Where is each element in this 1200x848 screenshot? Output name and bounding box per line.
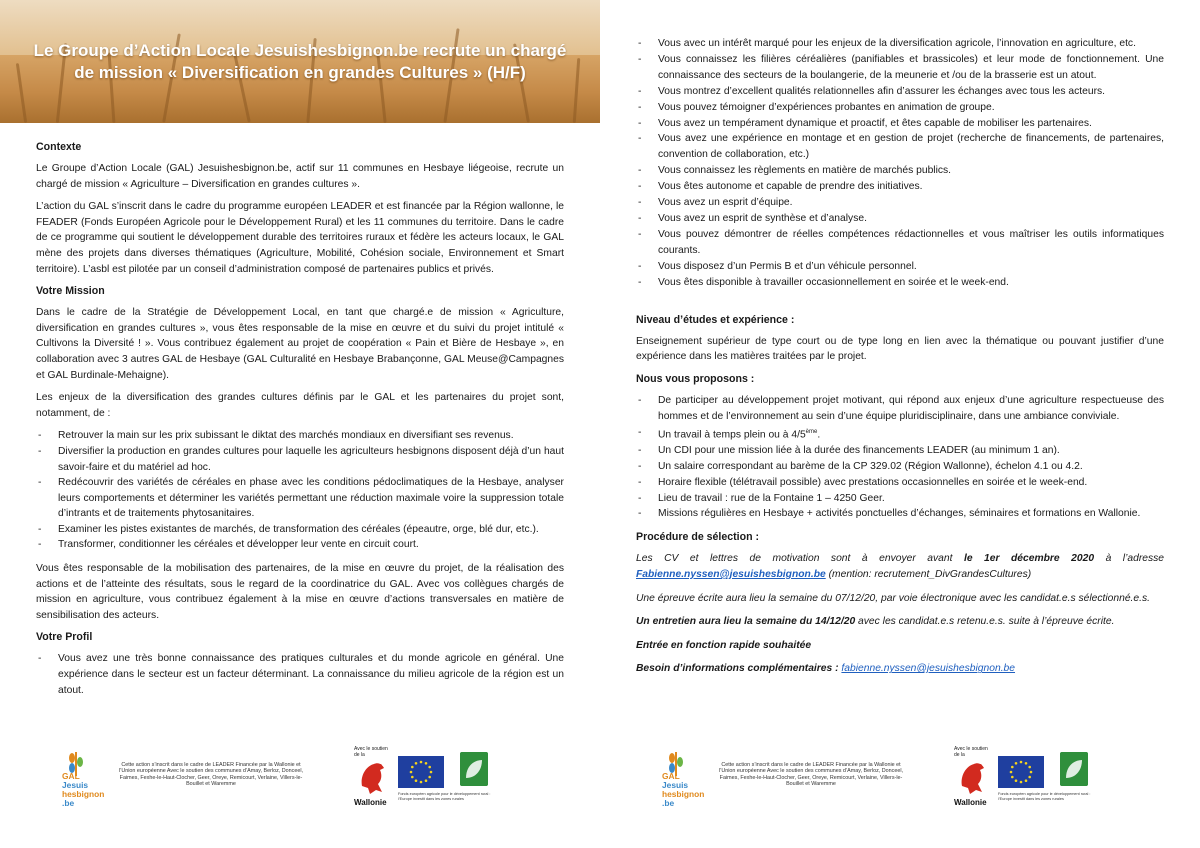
list-item: - Vous connaissez les règlements en matière de marchés publics. — [636, 163, 1164, 179]
contexte-paragraph-1: Le Groupe d’Action Locale (GAL) Jesuishesbignon.be, actif sur 11 communes en Hesbaye liégeoise, recrute un chargé de mission « Agriculture – Diversification en grandes cultures ». — [36, 163, 564, 190]
list-item: - Diversifier la production en grandes cultures pour laquelle les agriculteurs hesbignons disposent déjà d’un haut savoir-faire et du matériel ad hoc. — [36, 444, 564, 475]
wallonie-label: Wallonie — [354, 798, 387, 807]
list-item: - Un salaire correspondant au barème de la CP 329.02 (Région Wallonne), échelon 4.1 ou 4.2. — [636, 459, 1164, 475]
profil-list — [636, 36, 1164, 291]
procedure-paragraph-3: Un entretien aura lieu la semaine du 14/12/20 avec les candidat.e.s retenu.e.s. suite à l’épreuve écrite. — [636, 616, 1115, 628]
soutien-label: Avec le soutien de la — [354, 746, 388, 758]
procedure-heading: Procédure de sélection : — [636, 531, 760, 544]
mission-list — [36, 428, 564, 553]
list-item: - Lieu de travail : rue de la Fontaine 1 – 4250 Geer. — [636, 491, 1164, 507]
list-item: - Vous avez un esprit d’équipe. — [636, 195, 1164, 211]
mission-paragraph-3: Vous êtes responsable de la mobilisation des partenaires, de la mise en œuvre du projet, de la réalisation des actions et de l’atteinte des résultats, sous le regard de la coordinatrice du GAL. Avec vos collègues chargés de mission en agriculture, vous contribuez également à la mise en œuvre d’actions transversales en matière de sensibilisation des acteurs. — [36, 563, 564, 621]
list-item: - Vous êtes autonome et capable de prendre des initiatives. — [636, 179, 1164, 195]
application-email-link[interactable]: Fabienne.nyssen@jesuishesbignon.be — [636, 568, 826, 580]
wallonie-rooster-icon — [956, 756, 990, 796]
list-item: - Vous pouvez démontrer de réelles compétences rédactionnelles et vous maîtriser les outils informatiques courants. — [636, 227, 1164, 259]
header-banner — [0, 0, 600, 123]
procedure-paragraph-4: Entrée en fonction rapide souhaitée — [636, 639, 812, 651]
footer-logos — [56, 742, 516, 818]
proposons-list — [636, 393, 1164, 523]
leader-logo-icon — [460, 752, 488, 786]
mission-paragraph-1: Dans le cadre de la Stratégie de Développement Local, en tant que chargé.e de mission « Agriculture, diversification en grandes cultures », vous êtes responsable de la mise en œuvre et du suivi du projet intitulé « Cultivons la Diversité ! ». Vous contribuez également au projet de coopération « Pain et Bière de Hesbaye », en collaboration avec 3 autres GAL de Hesbaye (GAL Culturalité en Hesbaye Brabançonne, GAL Meuse@Campagnes et GAL Burdinale-Mehaigne). — [36, 307, 564, 381]
footer-note: Cette action s’inscrit dans le cadre de LEADER Financée par la Wallonie et l’Union européenne Avec le soutien des communes d’Amay, Berloz, Donceel, Faimes, Fexhe-le-Haut-Clocher, Geer, Oreye, Remicourt, Verlaine, Villers-le-Bouillet et Waremme — [718, 762, 904, 788]
list-item: - Vous avez un tempérament dynamique et proactif, et êtes capable de mobiliser les partenaires. — [636, 116, 1164, 132]
eu-flag-icon — [998, 756, 1044, 788]
contexte-paragraph-2: L’action du GAL s’inscrit dans le cadre du programme européen LEADER et est financée par la Région wallonne, le FEADER (Fonds Européen Agricole pour le Développement Rural) et les 11 communes du territoire. Dans le cadre de ce programme qui soutient le développement durable des territoires ruraux et fédère les acteurs locaux, le GAL mène des projets dans diverses thématiques (Agriculture, Mobilité, Cohésion sociale, Environnement et Smart territoire). L’asbl est pilotée par un conseil d’administration composé de partenaires publics et privés. — [36, 201, 564, 275]
list-item: - Vous avez une expérience en montage et en gestion de projet (recherche de financements, de partenaires, convention de collaboration, etc.) — [636, 131, 1164, 163]
wallonie-label: Wallonie — [954, 798, 987, 807]
list-item: - Vous montrez d’excellent qualités relationnelles afin d’assurer les échanges avec tous les acteurs. — [636, 84, 1164, 100]
proposons-heading: Nous vous proposons : — [636, 372, 755, 385]
procedure-paragraph-2: Une épreuve écrite aura lieu la semaine du 07/12/20, par voie électronique avec les candidat.e.s sélectionné.e.s. — [636, 592, 1151, 604]
eu-flag-icon — [398, 756, 444, 788]
procedure-paragraph-1: Les CV et lettres de motivation sont à envoyer avant le 1er décembre 2020 à l’adresse Fabienne.nyssen@jesuishesbignon.be (mention: recrutement_DivGrandesCultures) — [636, 553, 1164, 580]
procedure-paragraph-5: Besoin d’informations complémentaires : fabienne.nyssen@jesuishesbignon.be — [636, 663, 1016, 675]
list-item: - Vous êtes disponible à travailler occasionnellement en soirée et le week-end. — [636, 275, 1164, 291]
etudes-paragraph: Enseignement supérieur de type court ou de type long en lien avec la thématique ou pouvant justifier d’une expérience dans les matières traitées par le projet. — [636, 335, 1164, 363]
profil-heading: Votre Profil — [36, 631, 93, 644]
list-item: - Retrouver la main sur les prix subissant le diktat des marchés mondiaux en diversifiant ses revenus. — [36, 428, 564, 444]
profil-list-start — [36, 651, 564, 698]
list-item: - Transformer, conditionner les céréales et développer leur vente en circuit court. — [36, 537, 564, 553]
gal-logo: GAL Jesuis hesbignon .be — [662, 771, 705, 808]
list-item: - Vous avez un esprit de synthèse et d’analyse. — [636, 211, 1164, 227]
list-item: - Vous disposez d’un Permis B et d’un véhicule personnel. — [636, 259, 1164, 275]
wheat-stalk — [573, 58, 581, 123]
list-item: - Un travail à temps plein ou à 4/5ème. — [636, 425, 1164, 443]
wallonie-rooster-icon — [356, 756, 390, 796]
contexte-heading: Contexte — [36, 141, 82, 153]
page-title: Le Groupe d’Action Locale Jesuishesbignon.be recrute un chargé de mission « Diversification en grandes Cultures » (H/F) — [33, 41, 567, 82]
list-item: - Redécouvrir des variétés de céréales en phase avec les conditions pédoclimatiques de la Hesbaye, analyser leurs comportements et déterminer les variétés permettant une réduction maximale voire la suppression totale d’intrants et de traitements phytosanitaires. — [36, 475, 564, 522]
procedure-section — [636, 551, 1164, 677]
list-item: - Missions régulières en Hesbaye + activités ponctuelles d’échanges, séminaires et formations en Wallonie. — [636, 506, 1164, 522]
info-email-link[interactable]: fabienne.nyssen@jesuishesbignon.be — [841, 663, 1016, 675]
list-item: - Vous connaissez les filières céréalières (panifiables et brassicoles) et leur mode de fonctionnement. Une connaissance des secteurs de la boulangerie, de la meunerie et /ou de la brasserie est un atout. — [636, 52, 1164, 84]
list-item: - Vous avec un intérêt marqué pour les enjeux de la diversification agricole, l’innovation en agriculture, etc. — [636, 36, 1164, 52]
leader-logo-icon — [1060, 752, 1088, 786]
wheat-stalk — [16, 63, 27, 123]
eu-caption: Fonds européen agricole pour le développement rural : l’Europe investit dans les zones rurales — [998, 792, 1091, 801]
eu-caption: Fonds européen agricole pour le développement rural : l’Europe investit dans les zones rurales — [398, 792, 491, 801]
mission-heading: Votre Mission — [36, 285, 105, 298]
list-item: - Vous pouvez témoigner d’expériences probantes en animation de groupe. — [636, 100, 1164, 116]
soutien-label: Avec le soutien de la — [954, 746, 988, 758]
list-item: - Vous avez une très bonne connaissance des pratiques culturales et du monde agricole en général. Une expérience dans le secteur est un facteur déterminant. La connaissance du milieu agricole de la région est un atout. — [36, 651, 564, 698]
footer-note: Cette action s’inscrit dans le cadre de LEADER Financée par la Wallonie et l’Union européenne Avec le soutien des communes d’Amay, Berloz, Donceel, Faimes, Fexhe-le-Haut-Clocher, Geer, Oreye, Remicourt, Verlaine, Villers-le-Bouillet et Waremme — [118, 762, 304, 788]
list-item: - Un CDI pour une mission liée à la durée des financements LEADER (au minimum 1 an). — [636, 443, 1164, 459]
page-2 — [600, 0, 1200, 848]
page-2-content — [636, 36, 1164, 685]
list-item: - De participer au développement projet motivant, qui répond aux enjeux d’une agriculture respectueuse des hommes et de l’environnement au sein d’une équipe pluridisciplinaire, dans une ambiance conviviale. — [636, 393, 1164, 425]
etudes-heading: Niveau d’études et expérience : — [636, 313, 795, 326]
list-item: - Horaire flexible (télétravail possible) avec prestations occasionnelles en soirée et le week-end. — [636, 475, 1164, 491]
footer-logos — [656, 742, 1116, 818]
list-item: - Examiner les pistes existantes de marchés, de transformation des céréales (épeautre, orge, blé dur, etc.). — [36, 522, 564, 538]
mission-paragraph-2: Les enjeux de la diversification des grandes cultures définis par le GAL et les partenaires du projet sont, notamment, de : — [36, 392, 564, 419]
gal-logo: GAL Jesuis hesbignon .be — [62, 771, 105, 808]
page-1-content — [36, 140, 564, 706]
